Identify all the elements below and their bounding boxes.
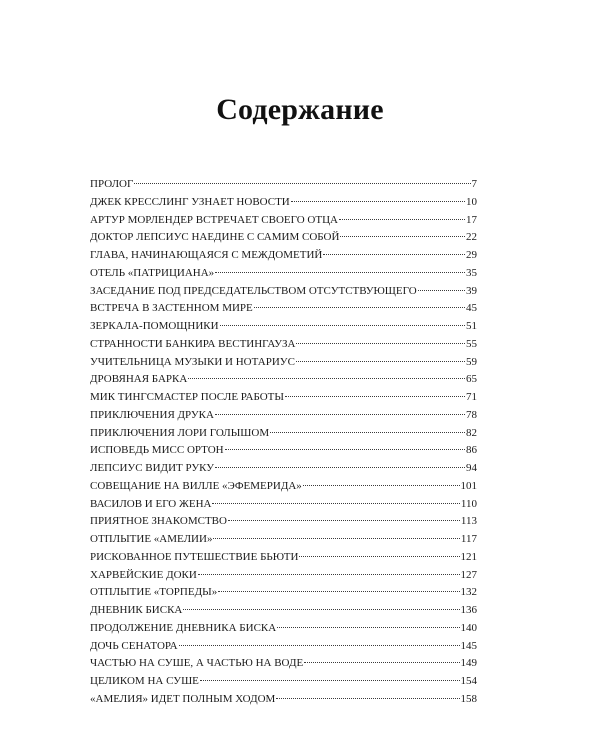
- toc-entry: [90, 212, 477, 230]
- toc-entry: [90, 655, 477, 673]
- toc-entry-page-number: 132: [460, 586, 477, 599]
- toc-entry-title: ПРИЯТНОЕ ЗНАКОМСТВО: [90, 515, 227, 528]
- toc-entry-page-number: 22: [466, 231, 477, 244]
- toc-entry-page-number: 136: [460, 604, 477, 616]
- toc-entry-page-number: 17: [466, 213, 477, 226]
- toc-entry-page-number: 71: [466, 391, 477, 403]
- table-of-contents: [90, 176, 477, 709]
- toc-entry: [90, 265, 477, 283]
- toc-entry-title: ЛЕПСИУС ВИДИТ РУКУ: [90, 462, 215, 474]
- toc-entry-title: УЧИТЕЛЬНИЦА МУЗЫКИ И НОТАРИУС: [90, 355, 295, 368]
- toc-entry-page-number: 127: [460, 568, 477, 581]
- toc-entry: [90, 460, 477, 478]
- dot-leader: [212, 496, 459, 504]
- dot-leader: [179, 638, 460, 646]
- dot-leader: [215, 460, 465, 468]
- toc-entry-page-number: 86: [466, 444, 477, 457]
- toc-entry: [90, 407, 477, 425]
- toc-entry-page-number: 65: [466, 373, 477, 386]
- toc-entry-page-number: 158: [460, 692, 477, 705]
- toc-entry-title: СОВЕЩАНИЕ НА ВИЛЛЕ «ЭФЕМЕРИДА»: [90, 479, 302, 492]
- toc-entry-title: ОТПЛЫТИЕ «АМЕЛИИ»: [90, 533, 213, 545]
- dot-leader: [276, 691, 459, 699]
- toc-entry: [90, 602, 477, 620]
- toc-entry-title: РИСКОВАННОЕ ПУТЕШЕСТВИЕ БЬЮТИ: [90, 550, 299, 563]
- dot-leader: [323, 247, 465, 255]
- toc-entry: [90, 478, 477, 496]
- dot-leader: [304, 655, 459, 663]
- toc-entry: [90, 425, 477, 443]
- dot-leader: [296, 336, 465, 344]
- toc-entry-title: ДОКТОР ЛЕПСИУС НАЕДИНЕ С САМИМ СОБОЙ: [90, 231, 340, 244]
- dot-leader: [183, 602, 459, 610]
- toc-entry-title: ДНЕВНИК БИСКА: [90, 604, 183, 616]
- toc-entry-page-number: 45: [466, 302, 477, 315]
- toc-entry-page-number: 7: [471, 178, 477, 190]
- toc-entry-page-number: 59: [466, 355, 477, 368]
- toc-entry-title: СТРАННОСТИ БАНКИРА ВЕСТИНГАУЗА: [90, 337, 296, 350]
- toc-entry-title: ПРОДОЛЖЕНИЕ ДНЕВНИКА БИСКА: [90, 621, 277, 634]
- dot-leader: [200, 673, 460, 681]
- toc-entry-page-number: 154: [460, 675, 477, 687]
- dot-leader: [291, 194, 465, 202]
- toc-entry-title: ХАРВЕЙСКИЕ ДОКИ: [90, 568, 197, 581]
- toc-entry-title: ЗЕРКАЛА-ПОМОЩНИКИ: [90, 320, 219, 332]
- toc-entry-page-number: 78: [466, 408, 477, 421]
- dot-leader: [225, 442, 465, 450]
- toc-entry: [90, 283, 477, 301]
- dot-leader: [134, 176, 470, 184]
- toc-entry: [90, 442, 477, 460]
- toc-entry-title: МИК ТИНГСМАСТЕР ПОСЛЕ РАБОТЫ: [90, 391, 284, 403]
- toc-entry: [90, 584, 477, 602]
- toc-entry-page-number: 55: [466, 337, 477, 350]
- toc-entry-title: ОТПЛЫТИЕ «ТОРПЕДЫ»: [90, 586, 218, 599]
- toc-entry: [90, 354, 477, 372]
- toc-entry: [90, 176, 477, 194]
- toc-entry-title: ЧАСТЬЮ НА СУШЕ, А ЧАСТЬЮ НА ВОДЕ: [90, 657, 304, 670]
- dot-leader: [220, 318, 465, 326]
- toc-entry-title: ЗАСЕДАНИЕ ПОД ПРЕДСЕДАТЕЛЬСТВОМ ОТСУТСТВУЮЩЕГО: [90, 284, 417, 297]
- toc-entry-page-number: 145: [460, 639, 477, 652]
- toc-entry-page-number: 10: [466, 195, 477, 208]
- toc-entry-title: «АМЕЛИЯ» ИДЕТ ПОЛНЫМ ХОДОМ: [90, 692, 276, 705]
- toc-entry-page-number: 121: [460, 550, 477, 563]
- dot-leader: [303, 478, 460, 486]
- toc-entry: [90, 318, 477, 336]
- toc-entry-page-number: 101: [460, 479, 477, 492]
- toc-entry-page-number: 117: [460, 533, 477, 545]
- dot-leader: [215, 407, 465, 415]
- toc-entry: [90, 638, 477, 656]
- toc-entry-title: ДРОВЯНАЯ БАРКА: [90, 373, 188, 386]
- toc-entry-title: ОТЕЛЬ «ПАТРИЦИАНА»: [90, 266, 215, 279]
- toc-entry: [90, 673, 477, 691]
- toc-entry-title: ГЛАВА, НАЧИНАЮЩАЯСЯ С МЕЖДОМЕТИЙ: [90, 249, 323, 261]
- dot-leader: [339, 212, 465, 220]
- toc-entry-page-number: 94: [466, 462, 477, 474]
- dot-leader: [418, 283, 465, 291]
- toc-entry-page-number: 82: [466, 426, 477, 439]
- toc-entry: [90, 531, 477, 549]
- dot-leader: [188, 371, 465, 379]
- toc-entry-title: ВАСИЛОВ И ЕГО ЖЕНА: [90, 497, 212, 510]
- dot-leader: [228, 513, 460, 521]
- toc-entry-page-number: 110: [460, 497, 477, 510]
- toc-entry: [90, 371, 477, 389]
- dot-leader: [340, 229, 465, 237]
- toc-entry: [90, 389, 477, 407]
- dot-leader: [277, 620, 459, 628]
- toc-entry: [90, 513, 477, 531]
- toc-entry: [90, 549, 477, 567]
- toc-entry-title: ДОЧЬ СЕНАТОРА: [90, 639, 178, 652]
- toc-entry-page-number: 113: [460, 515, 477, 528]
- toc-entry: [90, 620, 477, 638]
- toc-entry: [90, 229, 477, 247]
- dot-leader: [213, 531, 459, 539]
- toc-entry-title: ПРОЛОГ: [90, 178, 134, 190]
- toc-entry: [90, 691, 477, 709]
- toc-entry-title: ДЖЕК КРЕССЛИНГ УЗНАЕТ НОВОСТИ: [90, 195, 290, 208]
- toc-entry: [90, 300, 477, 318]
- dot-leader: [198, 567, 460, 575]
- toc-entry-title: АРТУР МОРЛЕНДЕР ВСТРЕЧАЕТ СВОЕГО ОТЦА: [90, 213, 338, 226]
- dot-leader: [254, 300, 465, 308]
- toc-entry: [90, 194, 477, 212]
- toc-entry-page-number: 149: [460, 657, 477, 670]
- toc-entry-page-number: 140: [460, 621, 477, 634]
- toc-entry-title: ПРИКЛЮЧЕНИЯ ЛОРИ ГОЛЫШОМ: [90, 426, 270, 439]
- toc-entry-page-number: 35: [466, 266, 477, 279]
- dot-leader: [215, 265, 465, 273]
- toc-entry-title: ВСТРЕЧА В ЗАСТЕННОМ МИРЕ: [90, 302, 253, 315]
- toc-entry: [90, 247, 477, 265]
- toc-entry-page-number: 51: [466, 320, 477, 332]
- toc-entry-page-number: 39: [466, 284, 477, 297]
- dot-leader: [285, 389, 465, 397]
- toc-entry: [90, 336, 477, 354]
- dot-leader: [270, 425, 465, 433]
- toc-entry: [90, 496, 477, 514]
- toc-entry-title: ИСПОВЕДЬ МИСС ОРТОН: [90, 444, 224, 457]
- dot-leader: [218, 584, 459, 592]
- dot-leader: [299, 549, 459, 557]
- toc-entry: [90, 567, 477, 585]
- toc-entry-page-number: 29: [466, 249, 477, 261]
- dot-leader: [296, 354, 465, 362]
- toc-entry-title: ЦЕЛИКОМ НА СУШЕ: [90, 675, 199, 687]
- page-title: Содержание: [216, 93, 384, 126]
- toc-entry-title: ПРИКЛЮЧЕНИЯ ДРУКА: [90, 408, 214, 421]
